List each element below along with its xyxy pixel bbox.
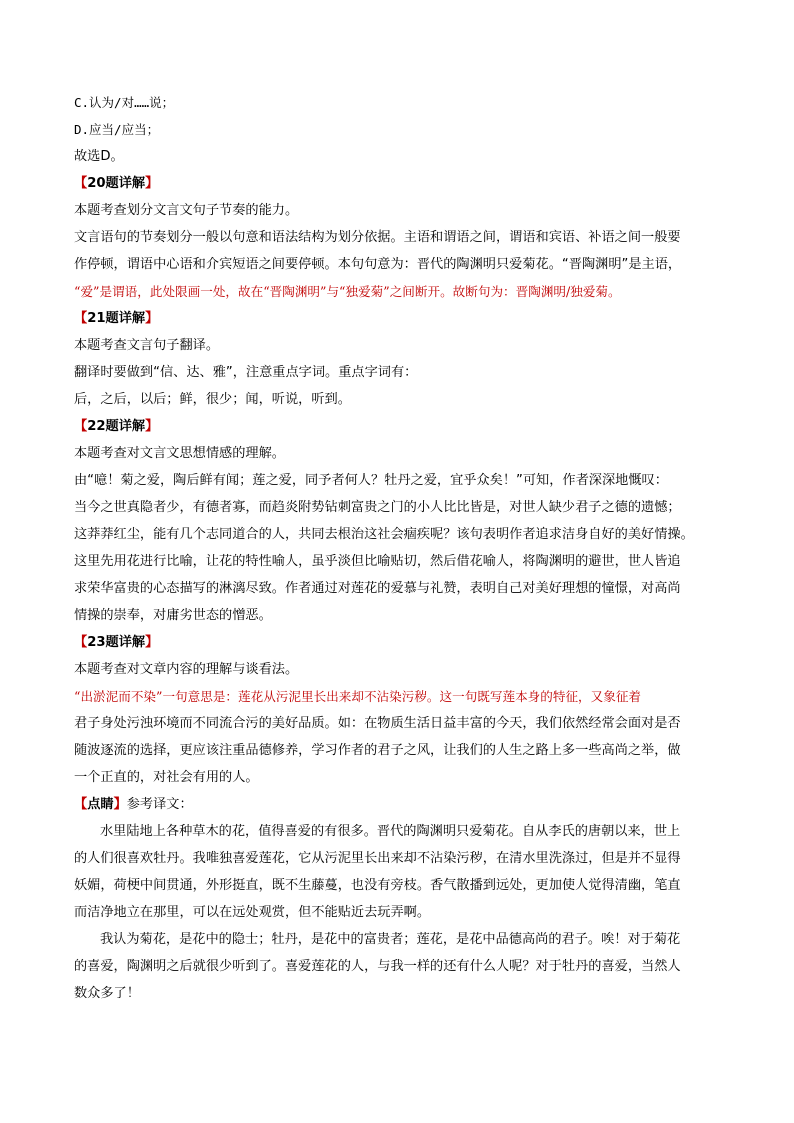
section-heading-20: [74, 170, 734, 197]
paragraph-line: 翻译时要做到“信、达、雅”，注意重点字词。重点字词有：: [74, 365, 418, 380]
bracket-open: 【: [74, 419, 88, 434]
section-heading-22: [74, 413, 734, 440]
translation-line: 的人们很喜欢牡丹。我唯独喜爱莲花，它从污泥里长出来却不沾染污秽，在清水里洗涤过，但是并不显得: [74, 851, 681, 866]
bracket-close: 】: [145, 635, 159, 650]
heading-text: 20题详解: [87, 176, 146, 191]
paragraph-line: 本题考查划分文言文句子节奏的能力。: [74, 203, 299, 218]
translation-line: 而洁净地立在那里，可以在远处观赏，但不能贴近去玩弄啊。: [74, 905, 431, 920]
translation-line: 水里陆地上各种草木的花，值得喜爱的有很多。晋代的陶渊明只爱菊花。自从李氏的唐朝以来，世上: [100, 824, 681, 839]
bracket-close: 】: [145, 311, 159, 326]
bracket-close: 】: [113, 797, 127, 812]
bracket-open: 【: [74, 797, 88, 812]
document-page: [74, 89, 734, 1007]
translation-line: 我认为菊花，是花中的隐士；牡丹，是花中的富贵者；莲花，是花中品德高尚的君子。唉！对于菊花: [100, 932, 681, 947]
paragraph-line-red: “爱”是谓语，此处限画一处，故在“晋陶渊明”与“独爱菊”之间断开。故断句为：晋陶渊明/独爱菊。: [74, 284, 621, 299]
paragraph-line: 当今之世真隐者少，有德者寡，而趋炎附势钻刺富贵之门的小人比比皆是，对世人缺少君子之德的遗憾；: [74, 500, 681, 515]
paragraph-line: 文言语句的节奏划分一般以句意和语法结构为划分依据。主语和谓语之间，谓语和宾语、补语之间一般要: [74, 230, 681, 245]
option-d-line: D.应当/应当；: [74, 122, 160, 137]
section-heading-21: [74, 305, 734, 332]
bracket-open: 【: [74, 176, 88, 191]
paragraph-line: 随波逐流的选择，更应该注重品德修养，学习作者的君子之风，让我们的人生之路上多一些高尚之举，做: [74, 743, 681, 758]
paragraph-line: 君子身处污浊环境而不同流合污的美好品质。如：在物质生活日益丰富的今天，我们依然经常会面对是否: [74, 716, 681, 731]
bracket-close: 】: [145, 419, 159, 434]
bracket-open: 【: [74, 635, 88, 650]
bracket-open: 【: [74, 311, 88, 326]
paragraph-line: 这里先用花进行比喻，让花的特性喻人，虽乎淡但比喻贴切，然后借花喻人，将陶渊明的避世，世人皆追: [74, 554, 681, 569]
paragraph-line: 由“噫！菊之爱，陶后鲜有闻；莲之爱，同予者何人？牡丹之爱，宜乎众矣！”可知，作者深深地慨叹：: [74, 473, 668, 488]
section-heading-23: [74, 629, 734, 656]
paragraph-line: 本题考查文言句子翻译。: [74, 338, 220, 353]
paragraph-line: 情操的崇奉，对庸劣世态的憎恶。: [74, 608, 272, 623]
paragraph-line: 本题考查对文章内容的理解与谈看法。: [74, 662, 299, 677]
heading-text: 点睛: [87, 797, 114, 812]
heading-text: 22题详解: [87, 419, 146, 434]
answer-line: 故选D。: [74, 149, 124, 164]
heading-suffix: 参考译文：: [126, 797, 193, 812]
paragraph-line-red: “出淤泥而不染”一句意思是：莲花从污泥里长出来却不沾染污秽。这一句既写莲本身的特征，又象征着: [74, 689, 642, 704]
heading-text: 23题详解: [87, 635, 146, 650]
translation-line: 妖媚，荷梗中间贯通，外形挺直，既不生藤蔓，也没有旁枝。香气散播到远处，更加使人觉得清幽，笔直: [74, 878, 681, 893]
section-heading-dianjing: [74, 791, 734, 818]
option-c-line: C.认为/对……说；: [74, 95, 175, 110]
heading-text: 21题详解: [87, 311, 146, 326]
paragraph-line: 本题考查对文言文思想情感的理解。: [74, 446, 285, 461]
paragraph-line: 这莽莽红尘，能有几个志同道合的人，共同去根治这社会痼疾呢？该句表明作者追求洁身自好的美好情操。: [74, 527, 694, 542]
paragraph-line: 后，之后，以后；鲜，很少；闻，听说，听到。: [74, 392, 351, 407]
paragraph-line: 求荣华富贵的心态描写的淋漓尽致。作者通过对莲花的爱慕与礼赞，表明自己对美好理想的憧憬，对高尚: [74, 581, 681, 596]
paragraph-line: 作停顿，谓语中心语和介宾短语之间要停顿。本句句意为：晋代的陶渊明只爱菊花。“晋陶渊明”是主语，: [74, 257, 682, 272]
translation-line: 数众多了！: [74, 986, 140, 1001]
paragraph-line: 一个正直的，对社会有用的人。: [74, 770, 259, 785]
translation-line: 的喜爱，陶渊明之后就很少听到了。喜爱莲花的人，与我一样的还有什么人呢？对于牡丹的喜爱，当然人: [74, 959, 681, 974]
bracket-close: 】: [145, 176, 159, 191]
